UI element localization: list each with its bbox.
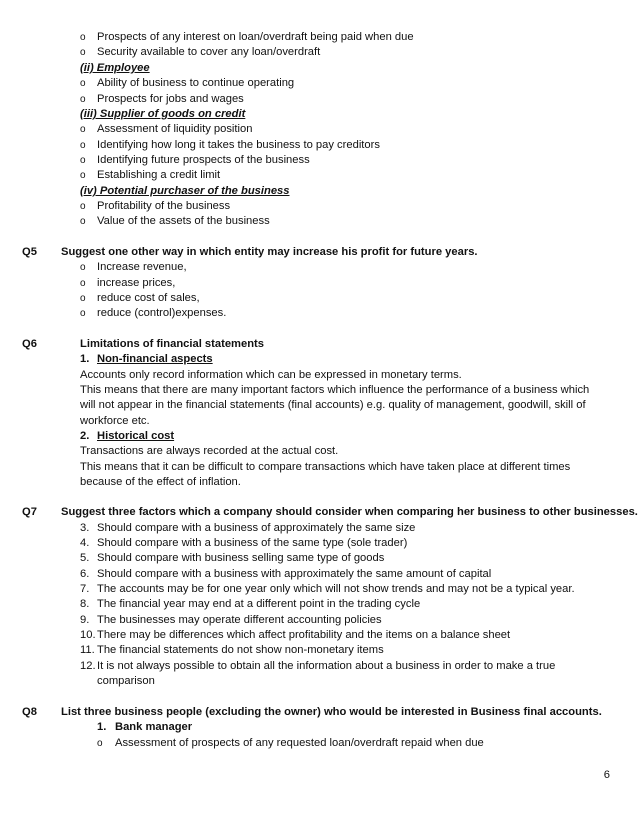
list-number: 10. bbox=[80, 629, 96, 641]
question-label-q6: Q6 bbox=[22, 338, 37, 350]
page-number: 6 bbox=[603, 769, 610, 781]
list-item: reduce (control)expenses. bbox=[97, 307, 227, 319]
list-number: 8. bbox=[80, 598, 90, 610]
list-item: The businesses may operate different accounting policies bbox=[97, 614, 382, 626]
hollow-circle-bullet-icon: o bbox=[80, 262, 86, 273]
hollow-circle-bullet-icon: o bbox=[80, 308, 86, 319]
list-item: Identifying how long it takes the business to pay creditors bbox=[97, 139, 380, 151]
list-item: Assessment of prospects of any requested loan/overdraft repaid when due bbox=[115, 737, 484, 749]
list-item: Should compare with a business with approximately the same amount of capital bbox=[97, 568, 492, 580]
hollow-circle-bullet-icon: o bbox=[80, 32, 86, 43]
list-number: 1. bbox=[97, 721, 107, 733]
list-item: Ability of business to continue operating bbox=[97, 77, 295, 89]
question-label-q7: Q7 bbox=[22, 506, 37, 518]
hollow-circle-bullet-icon: o bbox=[80, 201, 86, 212]
list-item: increase prices, bbox=[97, 277, 176, 289]
question-label-q8: Q8 bbox=[22, 706, 37, 718]
list-item: The financial year may end at a different point in the trading cycle bbox=[97, 598, 421, 610]
list-number: 9. bbox=[80, 614, 90, 626]
list-number: 12. bbox=[80, 660, 96, 672]
section-heading-employee: (ii) Employee bbox=[80, 62, 150, 74]
hollow-circle-bullet-icon: o bbox=[80, 216, 86, 227]
list-number: 1. bbox=[80, 353, 90, 365]
paragraph-line: workforce etc. bbox=[80, 415, 150, 427]
hollow-circle-bullet-icon: o bbox=[80, 124, 86, 135]
question-text-q7: Suggest three factors which a company should consider when comparing her business to other businesses. bbox=[61, 506, 638, 518]
paragraph-line: Accounts only record information which can be expressed in monetary terms. bbox=[80, 369, 462, 381]
list-item: Should compare with business selling same type of goods bbox=[97, 552, 385, 564]
list-item: The financial statements do not show non-monetary items bbox=[97, 644, 384, 656]
list-number: 6. bbox=[80, 568, 90, 580]
hollow-circle-bullet-icon: o bbox=[80, 170, 86, 181]
list-number: 5. bbox=[80, 552, 90, 564]
list-item: Establishing a credit limit bbox=[97, 169, 221, 181]
subheading-bank-manager: Bank manager bbox=[115, 721, 193, 733]
hollow-circle-bullet-icon: o bbox=[80, 155, 86, 166]
list-number: 4. bbox=[80, 537, 90, 549]
list-item: It is not always possible to obtain all the information about a business in order to make a true bbox=[97, 660, 556, 672]
paragraph-line: Transactions are always recorded at the actual cost. bbox=[80, 445, 339, 457]
list-item: Value of the assets of the business bbox=[97, 215, 270, 227]
list-number: 2. bbox=[80, 430, 90, 442]
list-item: There may be differences which affect profitability and the items on a balance sheet bbox=[97, 629, 511, 641]
paragraph-line: This means that there are many important factors which influence the performance of a business which bbox=[80, 384, 590, 396]
hollow-circle-bullet-icon: o bbox=[80, 140, 86, 151]
question-text-q8: List three business people (excluding the owner) who would be interested in Business final accounts. bbox=[61, 706, 602, 718]
subheading-historical-cost: Historical cost bbox=[97, 430, 175, 442]
list-item-continuation: comparison bbox=[97, 675, 155, 687]
list-number: 11. bbox=[80, 644, 95, 656]
hollow-circle-bullet-icon: o bbox=[80, 278, 86, 289]
section-heading-supplier: (iii) Supplier of goods on credit bbox=[80, 108, 246, 120]
list-item: The accounts may be for one year only which will not show trends and may not be a typical year. bbox=[97, 583, 575, 595]
list-item: Should compare with a business of approximately the same size bbox=[97, 522, 416, 534]
list-item: Assessment of liquidity position bbox=[97, 123, 253, 135]
paragraph-line: because of the effect of inflation. bbox=[80, 476, 241, 488]
question-text-q6: Limitations of financial statements bbox=[80, 338, 265, 350]
question-label-q5: Q5 bbox=[22, 246, 37, 258]
list-number: 3. bbox=[80, 522, 90, 534]
list-item: Identifying future prospects of the business bbox=[97, 154, 310, 166]
hollow-circle-bullet-icon: o bbox=[97, 738, 103, 749]
list-item: Prospects for jobs and wages bbox=[97, 93, 244, 105]
hollow-circle-bullet-icon: o bbox=[80, 78, 86, 89]
list-item: reduce cost of sales, bbox=[97, 292, 200, 304]
paragraph-line: will not appear in the financial statements (final accounts) e.g. quality of management, goodwill, skill of bbox=[80, 399, 586, 411]
list-item: Prospects of any interest on loan/overdraft being paid when due bbox=[97, 31, 414, 43]
list-item: Profitability of the business bbox=[97, 200, 231, 212]
list-number: 7. bbox=[80, 583, 90, 595]
subheading-non-financial: Non-financial aspects bbox=[97, 353, 213, 365]
section-heading-purchaser: (iv) Potential purchaser of the business bbox=[80, 185, 290, 197]
list-item: Should compare with a business of the same type (sole trader) bbox=[97, 537, 408, 549]
question-text-q5: Suggest one other way in which entity may increase his profit for future years. bbox=[61, 246, 478, 258]
list-item: Increase revenue, bbox=[97, 261, 187, 273]
hollow-circle-bullet-icon: o bbox=[80, 47, 86, 58]
hollow-circle-bullet-icon: o bbox=[80, 293, 86, 304]
hollow-circle-bullet-icon: o bbox=[80, 94, 86, 105]
list-item: Security available to cover any loan/overdraft bbox=[97, 46, 321, 58]
paragraph-line: This means that it can be difficult to compare transactions which have taken place at different times bbox=[80, 461, 571, 473]
